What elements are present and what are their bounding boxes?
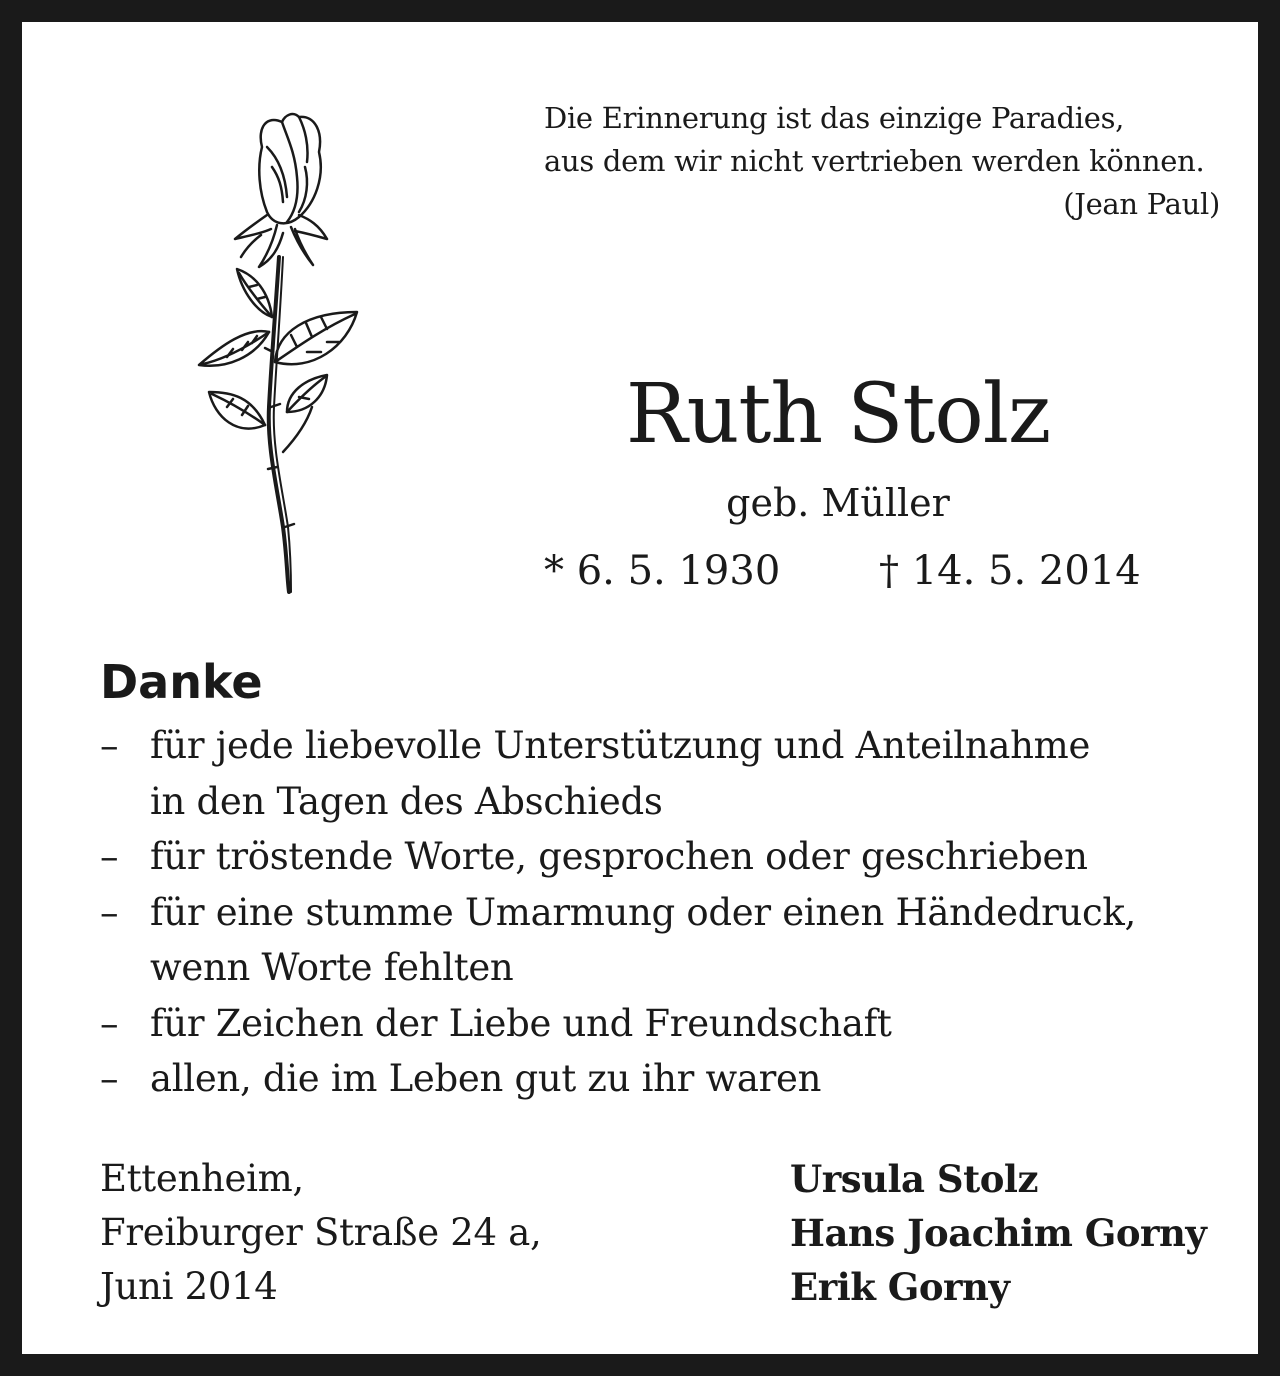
- birth-name: geb. Müller: [726, 481, 950, 525]
- list-item-line: für Zeichen der Liebe und Freundschaft: [150, 1001, 892, 1045]
- thanks-list: [100, 718, 1220, 1107]
- quote-author: (Jean Paul): [1063, 187, 1220, 221]
- signer-name: Ursula Stolz: [790, 1157, 1038, 1201]
- signer-name: Hans Joachim Gorny: [790, 1211, 1207, 1255]
- deceased-name: Ruth Stolz: [625, 367, 1051, 462]
- list-item: [100, 996, 1220, 1052]
- list-item-line: in den Tagen des Abschieds: [150, 779, 663, 823]
- list-dash: –: [100, 724, 119, 767]
- list-item-line: wenn Worte fehlten: [150, 946, 514, 989]
- list-dash: –: [100, 1001, 119, 1045]
- list-item-line: für eine stumme Umarmung oder einen Händedruck,: [150, 890, 1137, 934]
- place-city: Ettenheim,: [100, 1157, 304, 1200]
- list-item-line: für tröstende Worte, gesprochen oder geschrieben: [150, 835, 1088, 878]
- list-dash: –: [100, 1057, 119, 1100]
- list-item: [100, 1051, 1220, 1107]
- place-and-date: [100, 1152, 541, 1314]
- quote-line-1: Die Erinnerung ist das einzige Paradies,: [544, 101, 1125, 135]
- life-dates: [544, 544, 1144, 598]
- list-item-line: für jede liebevolle Unterstützung und Anteilnahme: [150, 724, 1091, 767]
- list-dash: –: [100, 890, 119, 934]
- signers: [790, 1152, 1206, 1314]
- list-dash: –: [100, 835, 119, 878]
- list-item: [100, 885, 1220, 996]
- list-item-line: allen, die im Leben gut zu ihr waren: [150, 1057, 822, 1100]
- birth-date: * 6. 5. 1930: [544, 548, 781, 594]
- place-street: Freiburger Straße 24 a,: [100, 1211, 542, 1254]
- rose-drawing-icon: [187, 107, 372, 602]
- signer-name: Erik Gorny: [790, 1265, 1010, 1309]
- list-item: [100, 829, 1220, 885]
- quote-block: [522, 97, 1220, 226]
- quote-line-2: aus dem wir nicht vertrieben werden können.: [544, 144, 1205, 178]
- death-date: † 14. 5. 2014: [879, 548, 1141, 594]
- list-item: [100, 718, 1220, 829]
- thanks-heading: Danke: [100, 655, 263, 709]
- notice-date: Juni 2014: [100, 1265, 278, 1308]
